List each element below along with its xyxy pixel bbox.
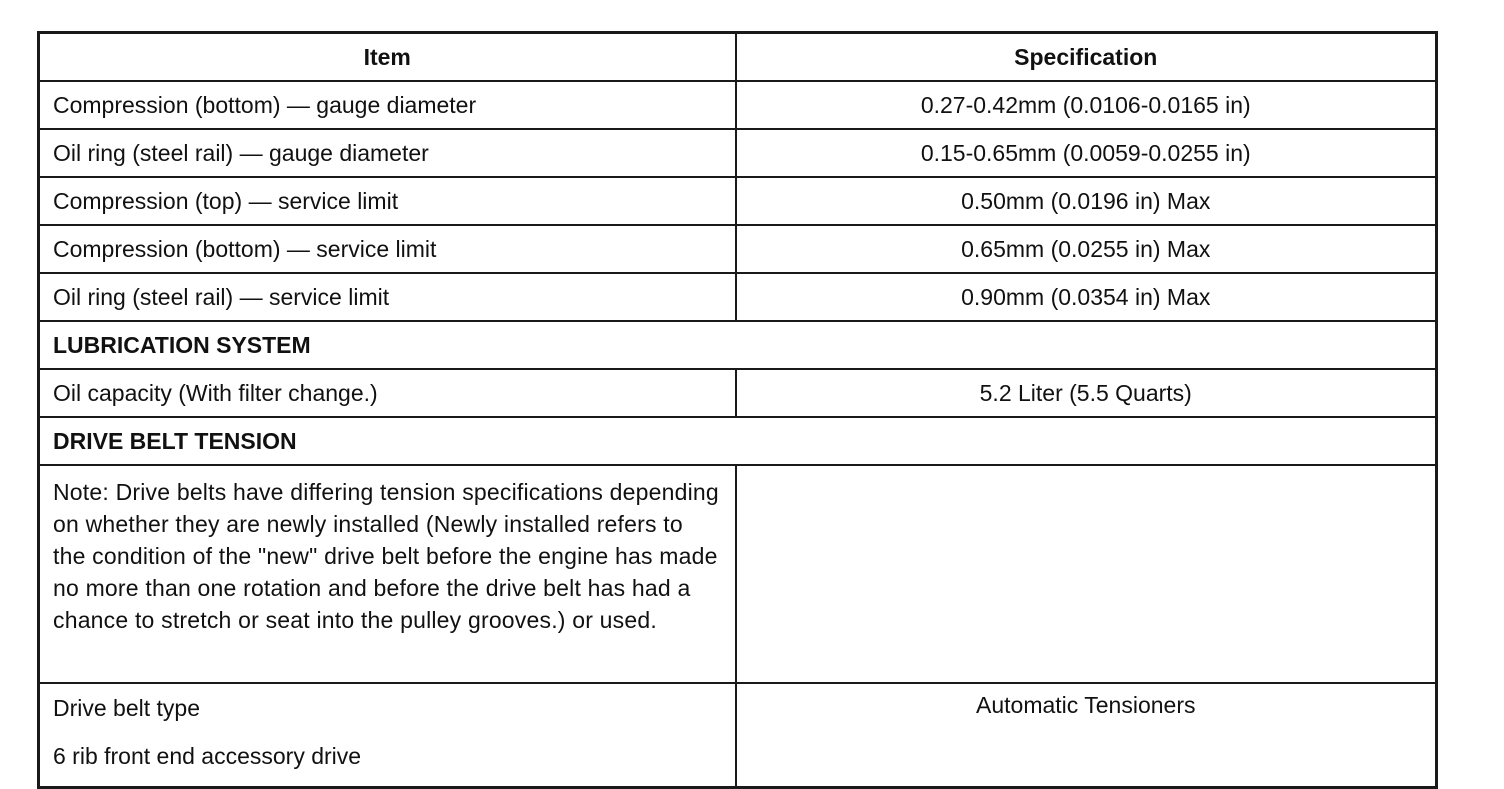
note-row — [39, 465, 1437, 683]
section-row-lubrication — [39, 321, 1437, 369]
specification-table — [37, 31, 1438, 789]
column-header-item: Item — [39, 33, 736, 82]
item-cell: Oil capacity (With filter change.) — [39, 369, 736, 417]
table-row — [39, 129, 1437, 177]
item-cell: Oil ring (steel rail) — service limit — [39, 273, 736, 321]
spec-cell: 0.50mm (0.0196 in) Max — [736, 177, 1437, 225]
table-row — [39, 81, 1437, 129]
spec-cell: 0.27-0.42mm (0.0106-0.0165 in) — [736, 81, 1437, 129]
belt-type-row — [39, 683, 1437, 788]
spec-cell: 0.90mm (0.0354 in) Max — [736, 273, 1437, 321]
table-header-row — [39, 33, 1437, 82]
column-header-specification: Specification — [736, 33, 1437, 82]
belt-type-cell — [39, 683, 736, 788]
spec-cell: 0.65mm (0.0255 in) Max — [736, 225, 1437, 273]
belt-type-label: Drive belt type — [53, 695, 201, 721]
drive-belt-note: Note: Drive belts have differing tension specifications depending on whether they are newly installed (Newly installed refers to the condition of the "new" drive belt before the engine has made no more than one rotation and before the drive belt has had a chance to stretch or seat into the pulley grooves.) or used. — [53, 479, 719, 633]
item-cell: Oil ring (steel rail) — gauge diameter — [39, 129, 736, 177]
table-row — [39, 369, 1437, 417]
spec-cell: 0.15-0.65mm (0.0059-0.0255 in) — [736, 129, 1437, 177]
table-row — [39, 177, 1437, 225]
table-row — [39, 273, 1437, 321]
section-row-drive-belt — [39, 417, 1437, 465]
item-cell: Compression (bottom) — gauge diameter — [39, 81, 736, 129]
item-cell: Compression (top) — service limit — [39, 177, 736, 225]
table-row — [39, 225, 1437, 273]
section-title-lubrication: LUBRICATION SYSTEM — [39, 321, 1437, 369]
section-title-drive-belt: DRIVE BELT TENSION — [39, 417, 1437, 465]
spec-cell: 5.2 Liter (5.5 Quarts) — [736, 369, 1437, 417]
item-cell: Compression (bottom) — service limit — [39, 225, 736, 273]
belt-type-value: 6 rib front end accessory drive — [53, 743, 362, 769]
belt-type-spec: Automatic Tensioners — [736, 683, 1437, 788]
note-cell — [39, 465, 736, 683]
empty-spec-cell — [736, 465, 1437, 683]
